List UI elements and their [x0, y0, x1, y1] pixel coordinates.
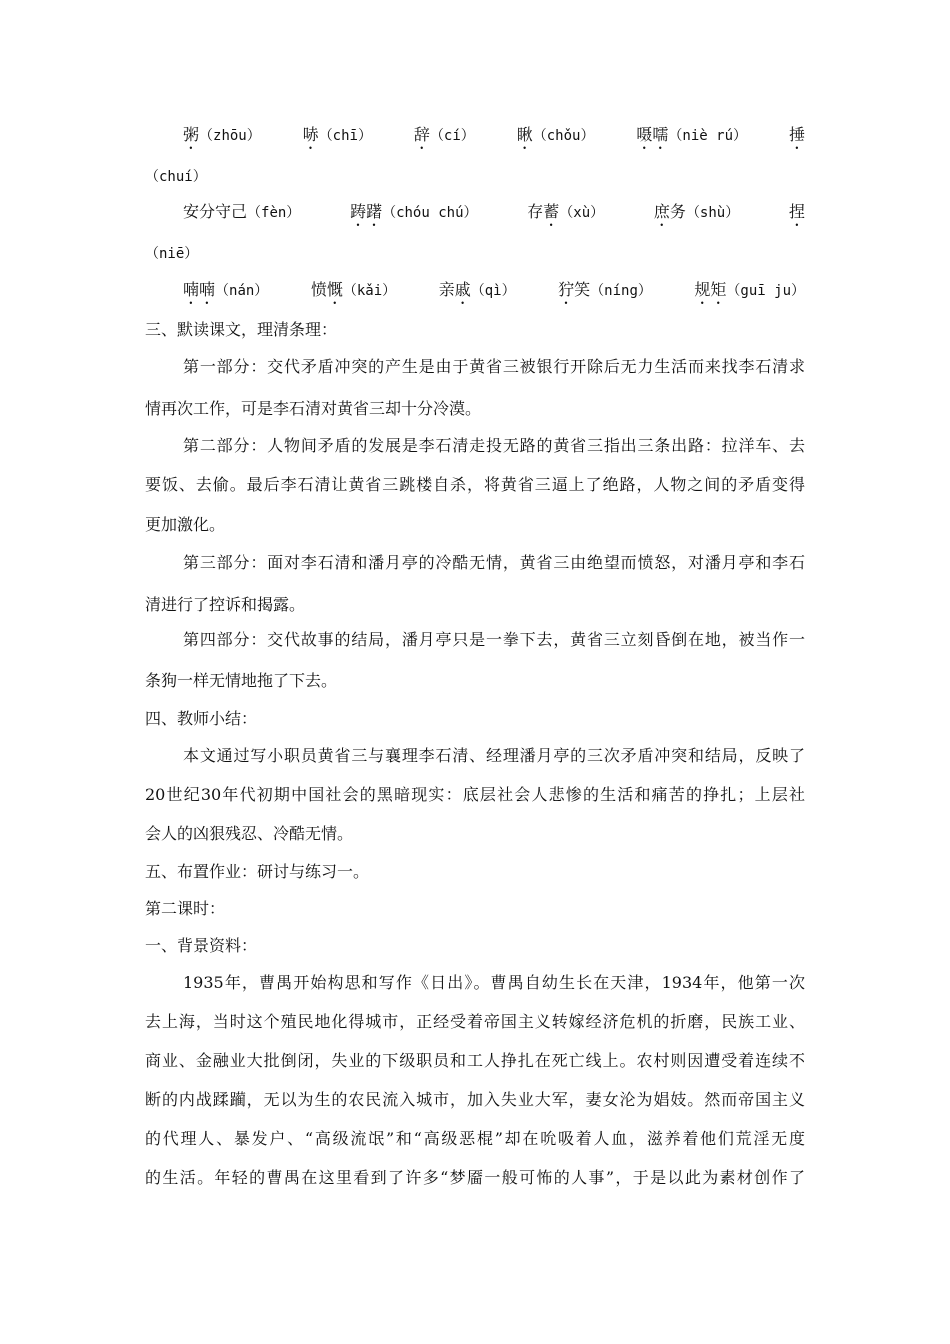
- paragraph-line: 第二部分：人物间矛盾的发展是李石清走投无路的黄省三指出三条出路：拉洋车、去: [183, 436, 805, 455]
- section-heading: 四、教师小结：: [145, 709, 258, 728]
- pinyin-item: 狞笑（níng）: [558, 280, 652, 299]
- paragraph-line: 去上海，当时这个殖民地化得城市，正经受着帝国主义转嫁经济危机的折磨，民族工业、: [145, 1012, 805, 1031]
- paragraph-line: 的生活。年轻的曹禺在这里看到了许多“梦靥一般可怖的人事”，于是以此为素材创作了: [145, 1168, 805, 1187]
- pinyin-item: 安分守己（fèn）: [183, 202, 301, 221]
- paragraph-line: 条狗一样无情地拖了下去。: [145, 671, 338, 690]
- pinyin-row-3: [183, 279, 805, 308]
- pinyin-item: 辞（cí）: [413, 125, 475, 144]
- pinyin-item: 踌躇（chóu chú）: [350, 202, 478, 221]
- paragraph-line: 第一部分：交代矛盾冲突的产生是由于黄省三被银行开除后无力生活而来找李石清求: [183, 357, 805, 376]
- pinyin-item: 嗫嚅（niè rú）: [636, 125, 747, 144]
- paragraph-line: 清进行了控诉和揭露。: [145, 595, 306, 614]
- section-heading: 第二课时：: [145, 899, 226, 918]
- paragraph-line: 第三部分：面对李石清和潘月亭的冷酷无情，黄省三由绝望而愤怒，对潘月亭和李石: [183, 553, 805, 572]
- pinyin-item: 庶务（shù）: [653, 202, 740, 221]
- pinyin-wrap-2: （niē）: [145, 246, 199, 262]
- pinyin-item: 愤慨（kǎi）: [310, 280, 397, 299]
- section-heading: 三、默读课文，理清条理：: [145, 320, 338, 339]
- pinyin-row-1: [183, 124, 805, 153]
- paragraph-line: 1935年，曹禺开始构思和写作《日出》。曹禺自幼生长在天津，1934年，他第一次: [183, 973, 805, 992]
- paragraph-line: 断的内战蹂躏，无以为生的农民流入城市，加入失业大军，妻女沦为娼妓。然而帝国主义: [145, 1090, 805, 1109]
- paragraph-line: 会人的凶狠残忍、冷酷无情。: [145, 824, 354, 843]
- pinyin-item: 存蓄（xù）: [527, 202, 605, 221]
- paragraph-line: 要饭、去偷。最后李石清让黄省三跳楼自杀，将黄省三逼上了绝路，人物之间的矛盾变得: [145, 475, 805, 494]
- paragraph-line: 本文通过写小职员黄省三与襄理李石清、经理潘月亭的三次矛盾冲突和结局，反映了: [183, 746, 805, 765]
- pinyin-item: 瞅（chǒu）: [516, 125, 595, 144]
- paragraph-line: 第四部分：交代故事的结局，潘月亭只是一拳下去，黄省三立刻昏倒在地，被当作一: [183, 630, 805, 649]
- paragraph-line: 20世纪30年代初期中国社会的黑暗现实：底层社会人悲惨的生活和痛苦的挣扎；上层社: [145, 785, 805, 804]
- paragraph-line: 情再次工作，可是李石清对黄省三却十分冷漠。: [145, 399, 482, 418]
- section-heading: 五、布置作业：研讨与练习一。: [145, 862, 370, 881]
- paragraph-line: 的代理人、暴发户、“高级流氓”和“高级恶棍”却在吮吸着人血，滋养着他们荒淫无度: [145, 1129, 805, 1148]
- pinyin-wrap-1: （chuí）: [145, 169, 207, 185]
- pinyin-item: 规矩（guī ju）: [694, 280, 805, 299]
- pinyin-item: 哧（chī）: [302, 125, 372, 144]
- pinyin-row-2: [183, 201, 805, 230]
- section-heading: 一、背景资料：: [145, 936, 258, 955]
- pinyin-item: 捶: [788, 125, 805, 144]
- pinyin-item: 亲戚（qì）: [438, 280, 516, 299]
- pinyin-item: 喃喃（nán）: [183, 280, 269, 299]
- pinyin-item: 粥（zhōu）: [183, 125, 261, 144]
- paragraph-line: 更加激化。: [145, 515, 226, 534]
- pinyin-item: 捏: [788, 202, 805, 221]
- paragraph-line: 商业、金融业大批倒闭，失业的下级职员和工人挣扎在死亡线上。农村则因遭受着连续不: [145, 1051, 805, 1070]
